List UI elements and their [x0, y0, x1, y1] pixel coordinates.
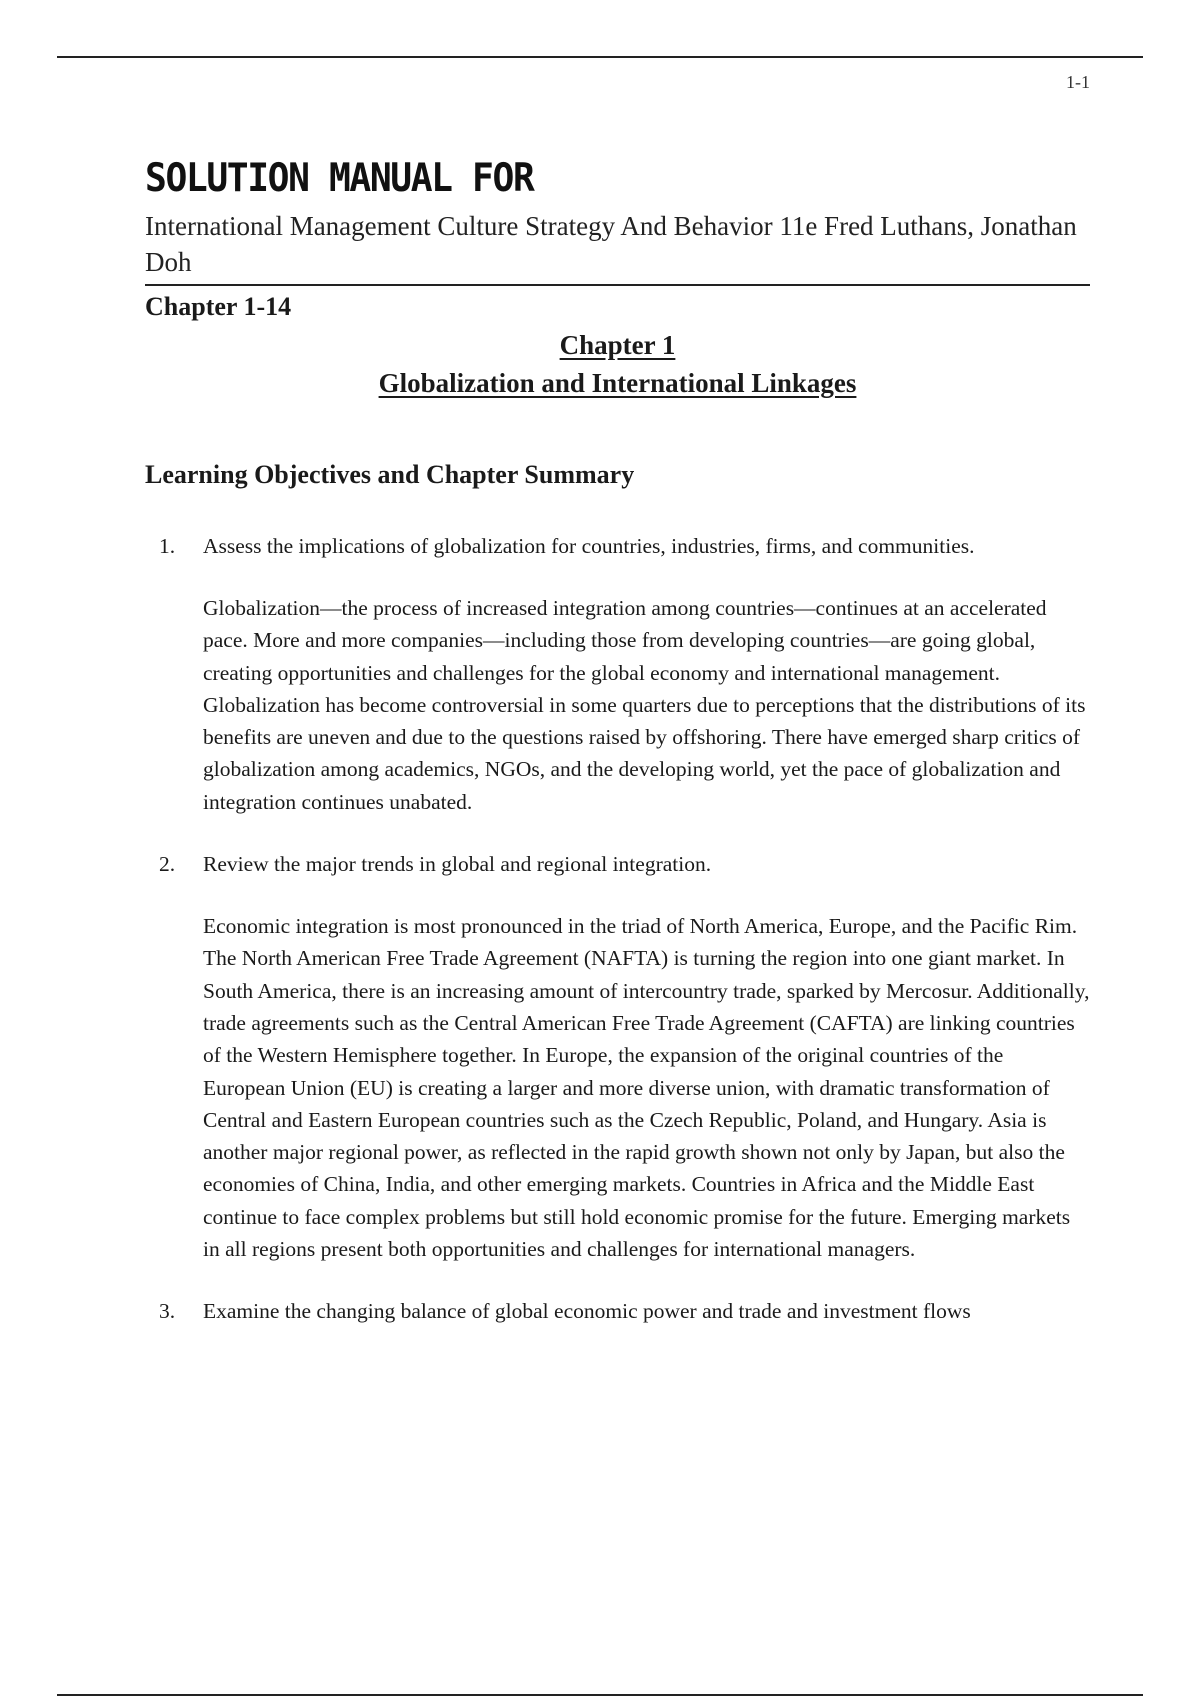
objective-number: 2.	[159, 852, 176, 877]
objective-number: 1.	[159, 534, 176, 558]
bottom-rule	[57, 1694, 1143, 1696]
top-rule	[57, 56, 1143, 58]
chapter-title: Globalization and International Linkages	[378, 368, 857, 398]
objective-summary: Economic integration is most pronounced in the triad of North America, Europe, and the Pacific Rim. The North American Free Trade Agreement (NAFTA) is turning the region into one giant market. In South America, there is an increasing amount of intercountry trade, sparked by Mercosur. Additionally, trade agreements such as the Central American Free Trade Agreement (CAFTA) are linking countries of the Western Hemisphere together. In Europe, the expansion of the original countries of the European Union (EU) is creating a larger and more diverse union, with dramatic transformation of Central and Eastern European countries such as the Czech Republic, Poland, and Hungary. Asia is another major regional power, as reflected in the rapid growth shown not only by Japan, but also the economies of China, India, and other emerging markets. Countries in Africa and the Middle East continue to face complex problems but still hold economic promise for the future. Emerging markets in all regions present both opportunities and challenges for international managers.	[203, 914, 1090, 1262]
document-subtitle: International Management Culture Strategy And Behavior 11e Fred Luthans, Jonathan Doh	[145, 211, 1077, 277]
objectives-list	[145, 530, 1090, 1357]
objective-item	[145, 1295, 1090, 1327]
objective-title: Review the major trends in global and regional integration.	[203, 852, 712, 877]
chapter-heading	[145, 326, 1090, 402]
objective-title: Assess the implications of globalization for countries, industries, firms, and communities.	[203, 534, 975, 558]
title-block	[145, 156, 1090, 324]
objective-number: 3.	[159, 1299, 176, 1324]
section-heading: Learning Objectives and Chapter Summary	[145, 460, 635, 489]
objective-title: Examine the changing balance of global economic power and trade and investment flows	[203, 1299, 971, 1324]
chapter-range: Chapter 1-14	[145, 292, 292, 321]
objective-item	[145, 848, 1090, 1265]
page-number: 1-1	[1066, 72, 1090, 92]
chapter-label: Chapter 1	[559, 330, 676, 360]
objective-item	[145, 530, 1090, 818]
objective-summary: Globalization—the process of increased integration among countries—continues at an accelerated pace. More and more companies—including those from developing countries—are going global, creating opportunities and challenges for the global economy and international management. Globalization has become controversial in some quarters due to perceptions that the distributions of its benefits are uneven and due to the questions raised by offshoring. There have emerged sharp critics of globalization among academics, NGOs, and the developing world, yet the pace of globalization and integration continues unabated.	[203, 596, 1086, 814]
document-title: SOLUTION MANUAL FOR	[145, 156, 534, 201]
title-divider	[145, 284, 1090, 286]
